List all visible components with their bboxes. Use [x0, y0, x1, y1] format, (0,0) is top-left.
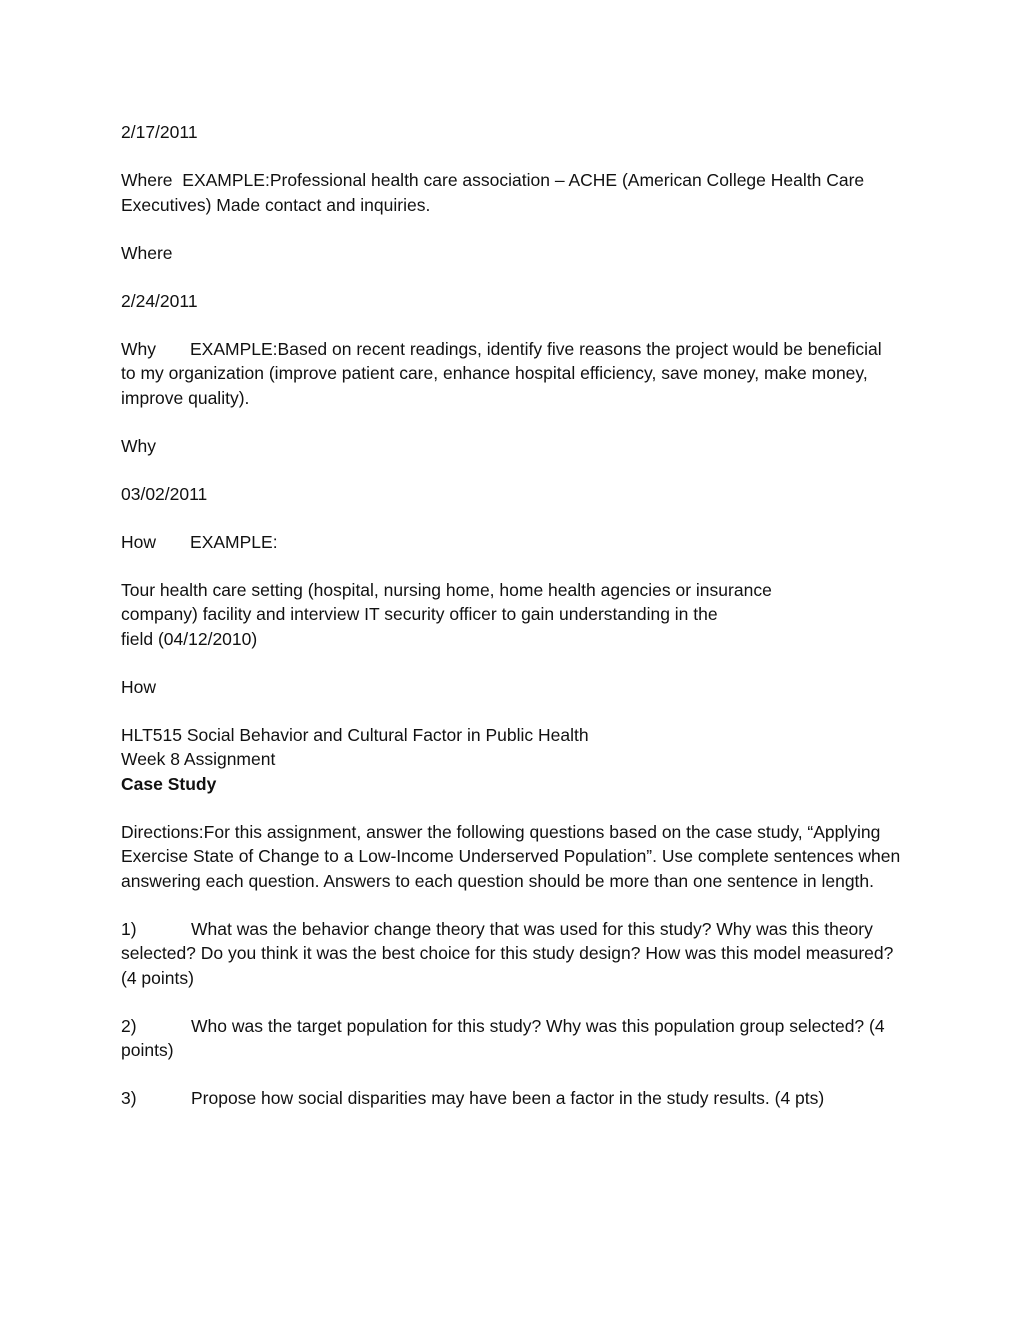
where-label-line: Where: [121, 242, 173, 263]
why-example-text: EXAMPLE:Based on recent readings, identify five reasons the project would be beneficial to my organization (improve patient care, enhance hospital efficiency, save money, make money, improve quality).: [121, 338, 882, 408]
tour-line-1: Tour health care setting (hospital, nursing home, home health agencies or insurance: [121, 579, 772, 600]
question-number: 1): [121, 918, 137, 939]
how-label-line: How: [121, 676, 157, 697]
how-label: How: [121, 531, 157, 552]
how-example-text: EXAMPLE:: [190, 531, 278, 552]
question-number: 3): [121, 1088, 137, 1108]
directions-paragraph: Directions:For this assignment, answer the following questions based on the case study, “Applying Exercise State of Change to a Low-Income Underserved Population”. Use complete sentences when answering each question. Answers to each question should be more than one sentence in length.: [121, 821, 901, 891]
date-entry: 2/17/2011: [121, 122, 198, 142]
document-body: [121, 120, 901, 1134]
tour-line-2: company) facility and interview IT security officer to gain understanding in the: [121, 604, 718, 624]
case-study-heading: Case Study: [121, 773, 217, 794]
date-entry: 03/02/2011: [121, 483, 208, 504]
question-1: [121, 917, 901, 991]
question-text: Who was the target population for this study? Why was this population group selected? (4 points): [121, 1015, 885, 1060]
tour-line-3: field (04/12/2010): [121, 628, 258, 649]
why-label-line: Why: [121, 435, 156, 456]
question-2: [121, 1014, 901, 1063]
week-label: Week 8 Assignment: [121, 749, 276, 769]
where-example: [121, 168, 901, 217]
question-3: [121, 1086, 901, 1111]
course-title: HLT515 Social Behavior and Cultural Factor in Public Health: [121, 724, 589, 745]
course-header: [121, 723, 901, 797]
why-label: Why: [121, 338, 156, 359]
question-text: Propose how social disparities may have been a factor in the study results. (4 pts): [191, 1088, 825, 1108]
where-label: Where: [121, 170, 173, 190]
why-example: [121, 337, 901, 411]
how-example: [121, 530, 901, 555]
where-example-text: EXAMPLE:Professional health care association – ACHE (American College Health Care Executives) Made contact and inquiries.: [121, 170, 865, 215]
question-text: What was the behavior change theory that was used for this study? Why was this theory selected? Do you think it was the best choice for this study design? How was this model measured? (4 points): [121, 918, 894, 988]
date-entry: 2/24/2011: [121, 290, 198, 311]
question-number: 2): [121, 1015, 137, 1036]
tour-paragraph: [121, 578, 901, 652]
